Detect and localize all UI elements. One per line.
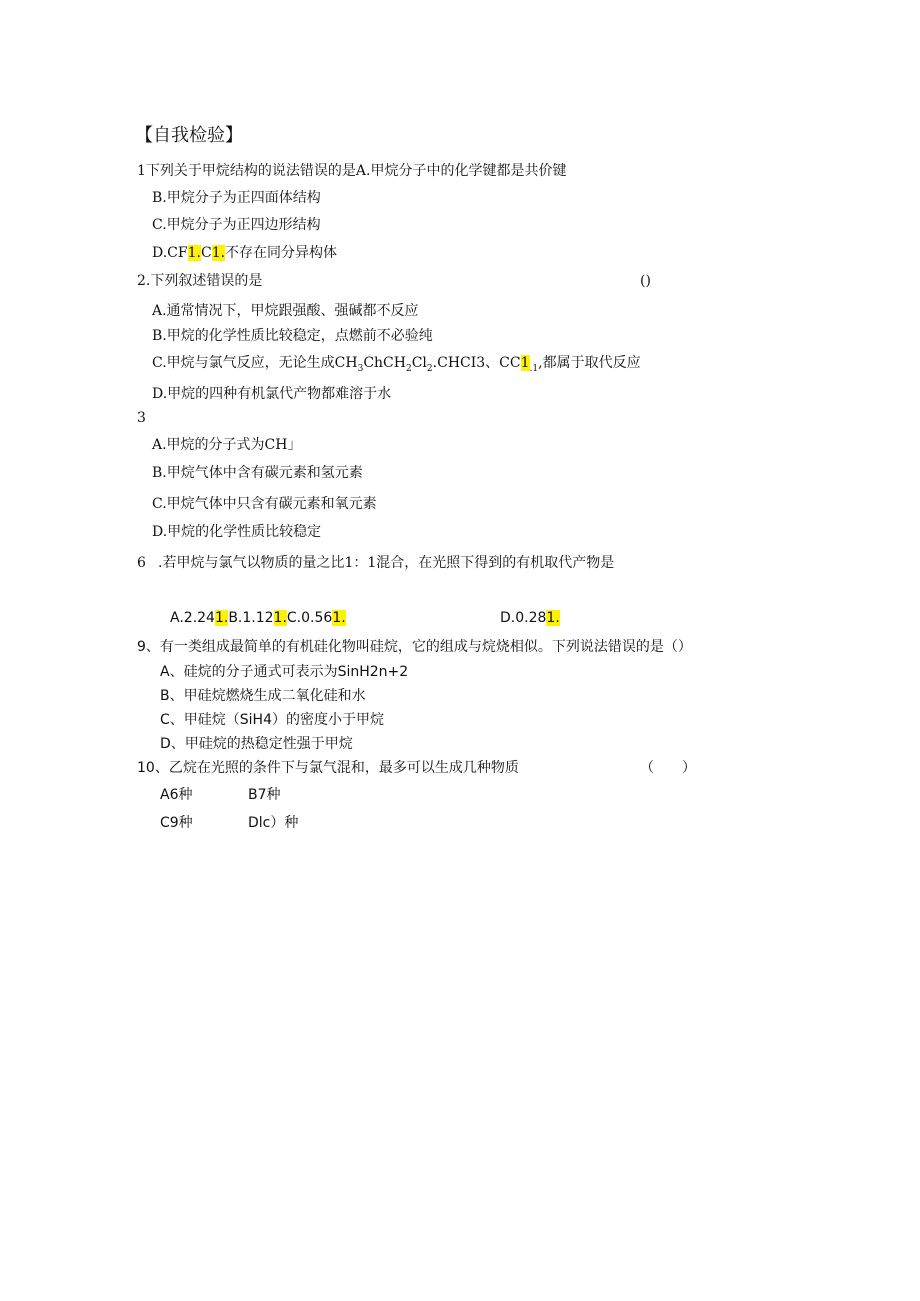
q10-option-c: C9种: [160, 815, 193, 831]
highlight-mark: 1: [520, 355, 530, 371]
highlight-mark: 1.: [273, 610, 287, 626]
q9-option-c: C、甲硅烷（SiH4）的密度小于甲烷: [160, 712, 384, 728]
q10-stem: 10、乙烷在光照的条件下与氯气混和，最多可以生成几种物质: [137, 760, 519, 776]
q2-c-suffix: ,都属于取代反应: [538, 355, 641, 371]
q3-option-a: A.甲烷的分子式为CH」: [152, 437, 302, 453]
q6-option-a: A.2.24: [170, 610, 215, 626]
q1-option-c: C.甲烷分子为正四边形结构: [152, 217, 321, 233]
highlight-mark: 1.: [332, 610, 346, 626]
q2-c-prefix: C.甲烷与氯气反应，无论生成CH: [152, 355, 358, 371]
q2-option-b: B.甲烷的化学性质比较稳定，点燃前不必验纯: [152, 328, 433, 344]
q2-option-c: [152, 353, 641, 373]
q2-c-mid: ChCH: [363, 355, 406, 371]
subscript: 3: [357, 363, 364, 374]
q9-option-d: D、甲硅烷的热稳定性强于甲烷: [160, 736, 353, 752]
q2-option-a: A.通常情况下，甲烷跟强酸、强碱都不反应: [152, 303, 419, 319]
q10-answer-paren: （ ）: [640, 760, 696, 776]
q1-d-suffix: 不存在同分异构体: [225, 245, 338, 261]
q2-option-d: D.甲烷的四种有机氯代产物都难溶于水: [152, 386, 392, 402]
highlight-mark: 1.: [546, 610, 560, 626]
q6-option-b: B.1.12: [228, 610, 274, 626]
q6-option-d: [500, 608, 560, 628]
q6-number: 6: [137, 555, 146, 571]
q2-answer-paren: (): [640, 273, 651, 289]
q6-options-abc: [170, 608, 346, 628]
q9-option-a: A、硅烷的分子通式可表示为SinH2n+2: [160, 664, 409, 680]
q6-stem: .若甲烷与氯气以物质的量之比1：1混合，在光照下得到的有机取代产物是: [158, 555, 615, 571]
q3-option-d: D.甲烷的化学性质比较稳定: [152, 524, 322, 540]
q9-option-b: B、甲硅烷燃烧生成二氧化硅和水: [160, 688, 366, 704]
q10-option-b: B7种: [248, 787, 281, 803]
subscript: 2: [426, 363, 433, 374]
q9-stem: 9、有一类组成最简单的有机硅化物叫硅烷，它的组成与烷烧相似。下列说法错误的是（）: [137, 639, 692, 655]
q1-stem: 1下列关于甲烷结构的说法错误的是A.甲烷分子中的化学键都是共价键: [137, 163, 567, 179]
highlight-mark: 1.: [211, 245, 226, 261]
q3-number: 3: [137, 410, 146, 426]
subscript: .1: [529, 363, 539, 374]
q2-stem: 2.下列叙述错误的是: [137, 273, 263, 289]
q1-option-d: [152, 243, 337, 263]
q10-option-a: A6种: [160, 787, 193, 803]
q1-option-b: B.甲烷分子为正四面体结构: [152, 190, 321, 206]
q1-d-prefix: D.CF: [152, 245, 188, 261]
q6-option-c: C.0.56: [286, 610, 333, 626]
q3-option-b: B.甲烷气体中含有碳元素和氢元素: [152, 465, 363, 481]
highlight-mark: 1.: [214, 610, 229, 626]
q10-option-d: Dlc）种: [248, 815, 299, 831]
subscript: 2: [405, 363, 412, 374]
q3-option-c: C.甲烷气体中只含有碳元素和氧元素: [152, 496, 377, 512]
q6-option-d-text: D.0.28: [500, 610, 547, 626]
highlight-mark: 1.: [187, 245, 201, 261]
q2-c-mid: .CHCI3、CC: [432, 355, 521, 371]
q2-c-mid: Cl: [411, 355, 427, 371]
q1-d-mid: C: [200, 245, 212, 261]
section-title: 【自我检验】: [135, 125, 243, 146]
